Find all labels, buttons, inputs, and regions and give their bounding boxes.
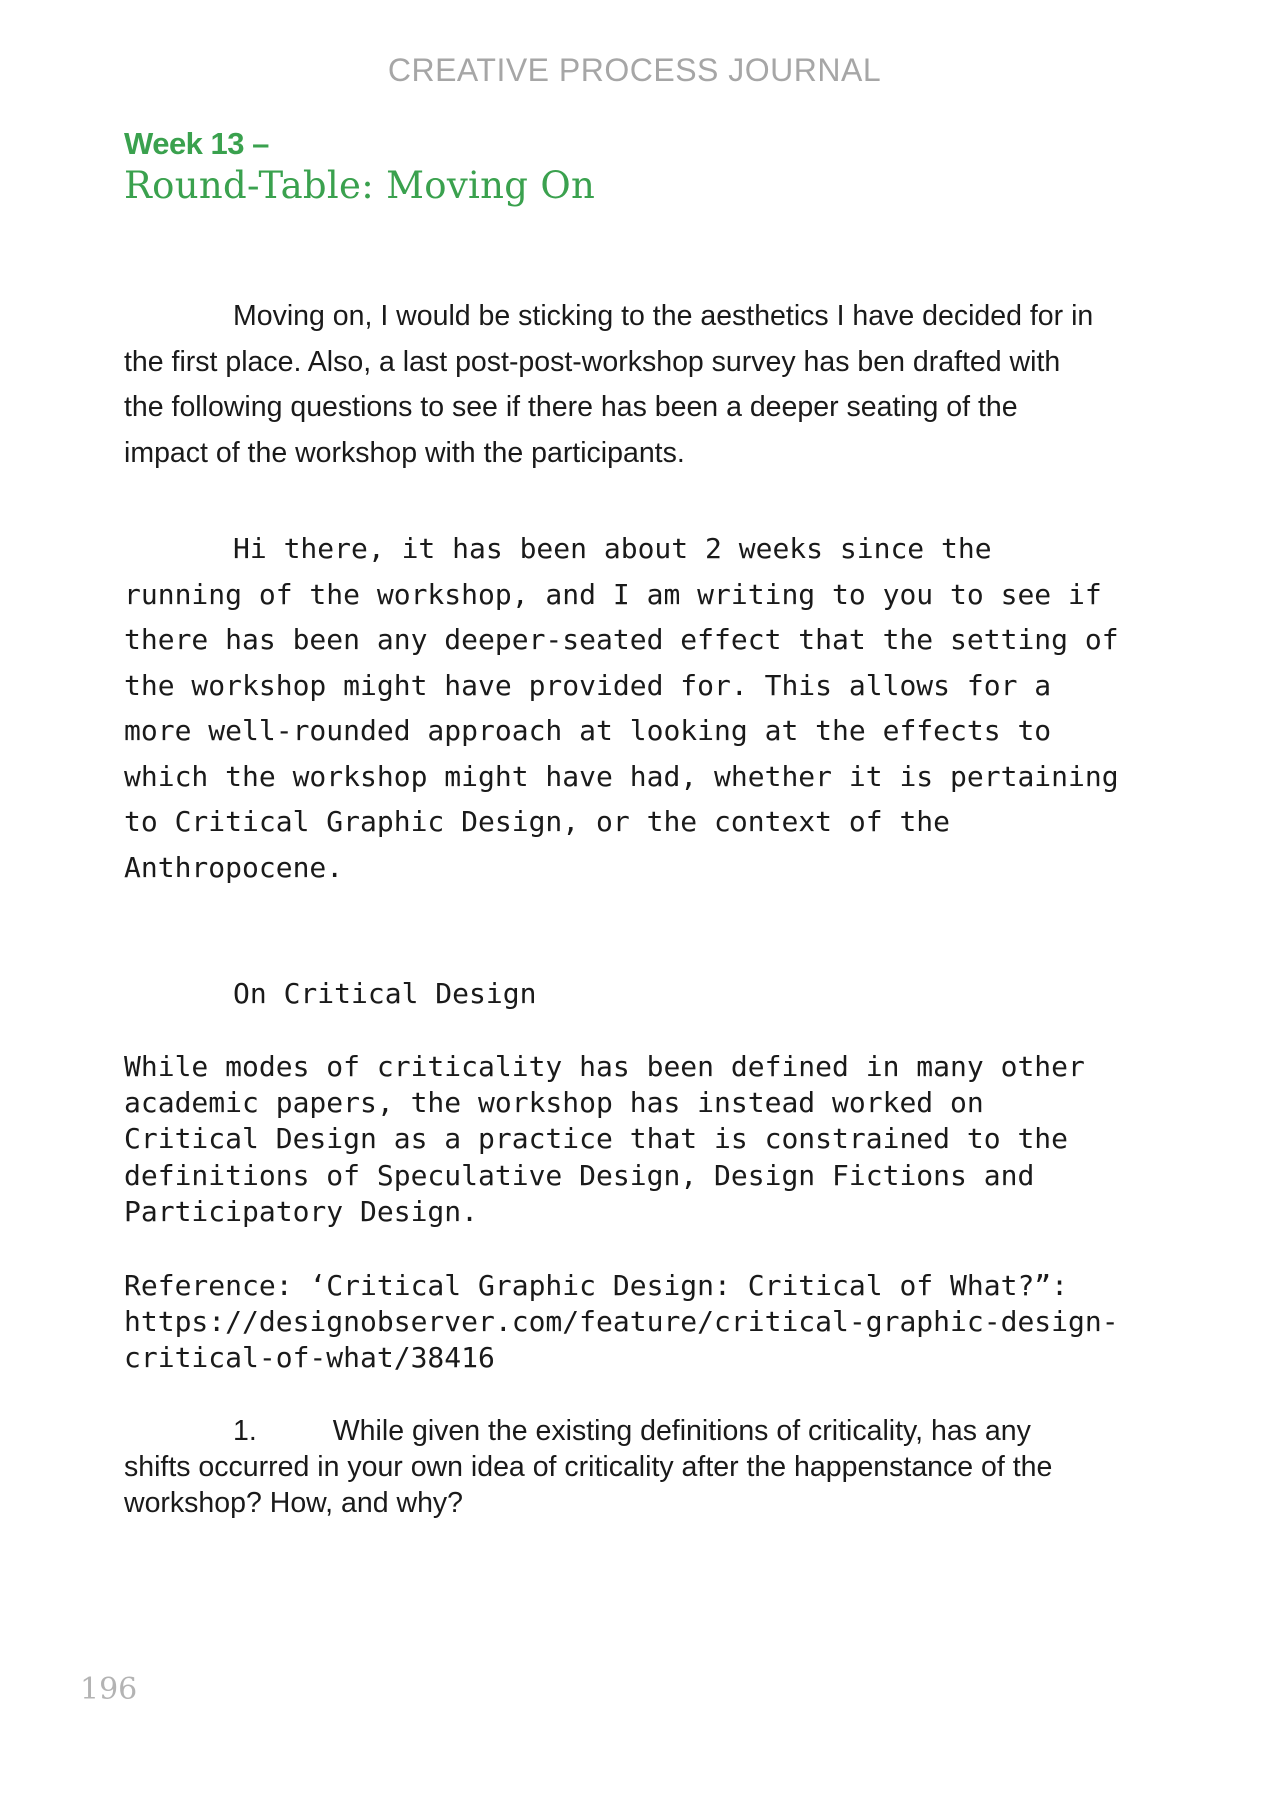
page-number: 196 bbox=[80, 1672, 138, 1707]
critical-design-heading: On Critical Design bbox=[233, 977, 537, 1010]
chapter-title: Round-Table: Moving On bbox=[124, 164, 596, 207]
running-head: CREATIVE PROCESS JOURNAL bbox=[387, 52, 882, 88]
question-number: 1. bbox=[233, 1415, 257, 1447]
question-item bbox=[124, 1413, 1084, 1522]
criticality-paragraph: While modes of criticality has been defined in many other academic papers, the workshop has instead worked on Critical Design as a practice that is constrained to the definitions of Speculative Design, Design Fictions and Participatory Design. bbox=[124, 1050, 1085, 1228]
email-paragraph: Hi there, it has been about 2 weeks since the running of the workshop, and I am writing to you to see if there has been any deeper-seated effect that the setting of the workshop might have provided for. This allows for a more well-rounded approach at looking at the effects to which the workshop might have had, whether it is pertaining to Critical Graphic Design, or the context of the Anthropocene. bbox=[124, 532, 1119, 884]
week-label: Week 13 – bbox=[124, 126, 269, 161]
reference-paragraph: Reference: ‘Critical Graphic Design: Critical of What?”: https://designobserver.com/feature/critical-graphic-design-critical-of-what/38416 bbox=[124, 1269, 1119, 1375]
intro-paragraph: Moving on, I would be sticking to the aesthetics I have decided for in the first place. Also, a last post-post-workshop survey has ben drafted with the following questions to see if there has been a deeper seating of the impact of the workshop with the participants. bbox=[124, 300, 1094, 469]
question-text: While given the existing definitions of criticality, has any shifts occurred in your own idea of criticality after the happenstance of the workshop? How, and why? bbox=[124, 1415, 1053, 1520]
